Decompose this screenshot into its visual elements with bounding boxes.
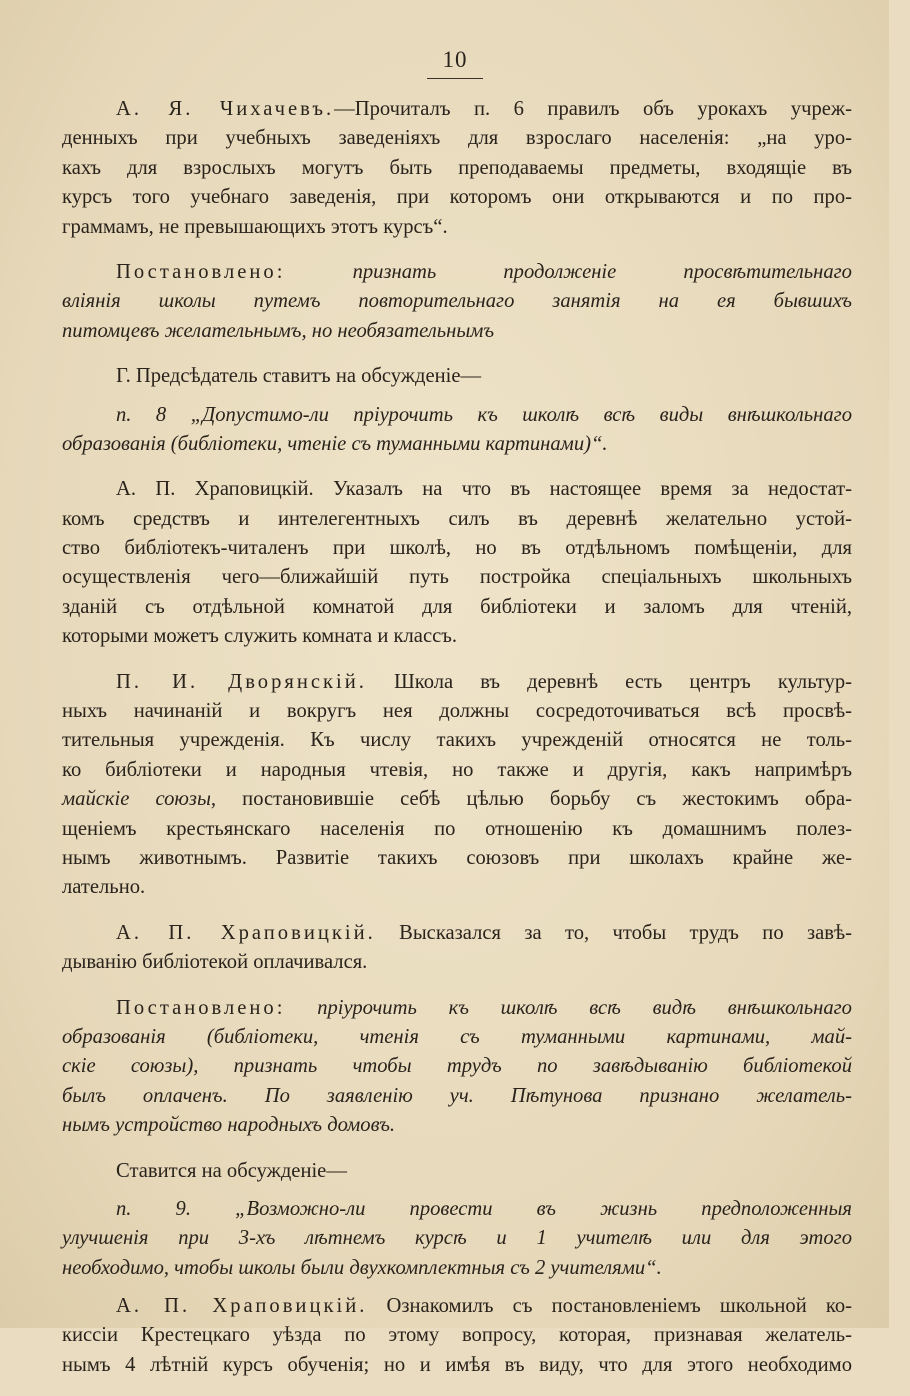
- text-segment: лательно.: [62, 876, 146, 899]
- text-line: [62, 563, 852, 592]
- text-line: [62, 1195, 852, 1224]
- text-segment: Школа въ деревнѣ есть центръ культур-: [366, 670, 852, 693]
- text-line: [62, 697, 852, 726]
- text-line: [62, 815, 852, 844]
- paragraph-point-8: [62, 401, 852, 460]
- text-segment: граммамъ, не превышающихъ этотъ курсъ“.: [62, 215, 448, 238]
- text-segment: нымъ 4 лѣтній курсъ обученія; но и имѣя въ виду, что для этого необходимо: [62, 1353, 852, 1376]
- text-segment: А. П. Храповицкій. Указалъ на что въ настоящее время за недостат-: [116, 478, 852, 501]
- text-segment: денныхъ при учебныхъ заведеніяхъ для взрослаго населенія: „на уро-: [62, 127, 852, 150]
- paragraph-khrapovitsky-2: [62, 919, 852, 978]
- text-line: [62, 994, 852, 1023]
- text-segment: которыми можетъ служить комната и классъ.: [62, 625, 458, 648]
- text-line: [62, 726, 852, 755]
- italic-text: п. 8 „Допустимо-ли пріурочить къ школѣ всѣ виды внѣшкольнаго: [116, 403, 852, 426]
- text-line: [62, 1254, 852, 1283]
- text-line: [62, 401, 852, 430]
- text-segment: Высказался за то, чтобы трудъ по завѣ-: [375, 921, 852, 944]
- speaker-name: А. П. Храповицкій.: [116, 921, 376, 944]
- text-line: [62, 1321, 852, 1350]
- text-line: [62, 1082, 852, 1111]
- text-line: [62, 287, 852, 316]
- text-line: [62, 1111, 852, 1140]
- paragraph-resolution-1: [62, 258, 852, 346]
- text-segment: курсъ того учебнаго заведенія, при которомъ они открываются и по про-: [62, 186, 852, 209]
- text-line: [62, 948, 852, 977]
- text-line: [62, 756, 852, 785]
- text-segment: комъ средствъ и интелегентныхъ силъ въ деревнѣ желательно устой-: [62, 507, 852, 530]
- paragraph-point-9: [62, 1195, 852, 1283]
- text-segment: щеніемъ крестьянскаго населенія по отношенію къ домашнимъ полез-: [62, 817, 852, 840]
- italic-text: образованія (библіотеки, чтеніе съ туманными картинами)“.: [62, 432, 608, 455]
- text-line: [62, 505, 852, 534]
- paragraph-discussion: [62, 1157, 852, 1186]
- text-line: [62, 1292, 852, 1321]
- italic-text: признать продолженіе просвѣтительнаго: [352, 260, 852, 283]
- text-line: [62, 1023, 852, 1052]
- text-segment: кахъ для взрослыхъ могутъ быть преподаваемы предметы, входящіе въ: [62, 156, 852, 179]
- text-line: [62, 534, 852, 563]
- text-line: [62, 593, 852, 622]
- text-segment: [285, 261, 352, 283]
- italic-text: вліянія школы путемъ повторительнаго занятія на ея бывшихъ: [62, 290, 852, 313]
- text-segment: Г. Предсѣдатель ставитъ на обсужденіе—: [116, 365, 482, 388]
- text-segment: нымъ животнымъ. Развитіе такихъ союзовъ при школахъ крайне же-: [62, 846, 852, 869]
- text-line: [62, 1052, 852, 1081]
- speaker-name: П. И. Дворянскій.: [116, 670, 367, 693]
- text-line: [62, 1224, 852, 1253]
- text-line: [62, 362, 852, 391]
- italic-text: п. 9. „Возможно-ли провести въ жизнь предположенныя: [116, 1197, 852, 1220]
- text-line: [62, 183, 852, 212]
- text-line: [62, 844, 852, 873]
- text-line: [62, 1351, 852, 1380]
- text-segment: ко библіотеки и народныя чтевія, но также и другія, какъ напримѣръ: [62, 758, 852, 781]
- paragraph-resolution-2: [62, 994, 852, 1141]
- speaker-name: Постановлено:: [116, 996, 286, 1019]
- page-number-rule: [427, 78, 483, 79]
- text-line: [62, 785, 852, 814]
- italic-text: необходимо, чтобы школы были двухкомплектныя съ 2 учителями“.: [62, 1256, 662, 1279]
- text-line: [62, 668, 852, 697]
- text-segment: [285, 997, 317, 1019]
- paragraph-chikhachev: [62, 95, 852, 242]
- paragraph-dvoryansky: [62, 668, 852, 903]
- italic-text: улучшенія при 3-хъ лѣтнемъ курсѣ и 1 учителѣ или для этого: [62, 1227, 852, 1250]
- text-segment: дыванію библіотекой оплачивался.: [62, 951, 368, 974]
- italic-text: былъ оплаченъ. По заявленію уч. Пѣтунова признано желатель-: [62, 1084, 852, 1107]
- text-segment: ныхъ начинаній и вокругъ нея должны сосредоточиваться всѣ просвѣ-: [62, 700, 852, 723]
- speaker-name: Постановлено:: [116, 260, 286, 283]
- italic-text: майскіе союзы,: [62, 788, 217, 811]
- italic-text: нымъ устройство народныхъ домовъ.: [62, 1114, 396, 1137]
- text-segment: киссіи Крестецкаго уѣзда по этому вопросу, которая, признавая желатель-: [62, 1324, 852, 1347]
- italic-text: скіе союзы), признать чтобы трудъ по завѣдыванію библіотекой: [62, 1055, 852, 1078]
- text-line: [62, 154, 852, 183]
- text-line: [62, 430, 852, 459]
- text-line: [62, 873, 852, 902]
- paragraph-khrapovitsky-3: [62, 1292, 852, 1380]
- speaker-name: А. Я. Чихачевъ.: [116, 98, 335, 120]
- text-line: [62, 213, 852, 242]
- text-line: [62, 124, 852, 153]
- document-body: [62, 95, 852, 1396]
- italic-text: образованія (библіотеки, чтенія съ туманными картинами, май-: [62, 1025, 852, 1048]
- text-segment: Ознакомилъ съ постановленіемъ школьной ко-: [367, 1295, 853, 1318]
- text-line: [62, 475, 852, 504]
- text-line: [62, 95, 852, 124]
- speaker-name: А. П. Храповицкій.: [116, 1295, 368, 1318]
- text-line: [62, 622, 852, 651]
- italic-text: пріурочить къ школѣ всѣ видѣ внѣшкольнаго: [317, 996, 852, 1019]
- text-line: [62, 317, 852, 346]
- text-line: [62, 258, 852, 287]
- text-line: [62, 919, 852, 948]
- text-segment: осуществленія чего—ближайшій путь постройка спеціальныхъ школьныхъ: [62, 566, 852, 589]
- text-segment: Ставится на обсужденіе—: [116, 1159, 347, 1182]
- text-segment: ство библіотекъ-читаленъ при школѣ, но въ отдѣльномъ помѣщеніи, для: [62, 537, 852, 560]
- italic-text: питомцевъ желательнымъ, но необязательнымъ: [62, 319, 495, 342]
- text-segment: —Прочиталъ п. 6 правилъ объ урокахъ учреж-: [334, 98, 852, 120]
- page-number: 10: [442, 47, 468, 72]
- text-segment: тительныя учрежденія. Къ числу такихъ учрежденій относятся не толь-: [62, 729, 852, 752]
- text-segment: постановившіе себѣ цѣлью борьбу съ жестокимъ обра-: [216, 788, 852, 811]
- text-line: [62, 1157, 852, 1186]
- paragraph-chairman: [62, 362, 852, 391]
- text-segment: зданій съ отдѣльной комнатой для библіотеки и заломъ для чтеній,: [62, 595, 852, 618]
- paragraph-khrapovitsky-1: [62, 475, 852, 651]
